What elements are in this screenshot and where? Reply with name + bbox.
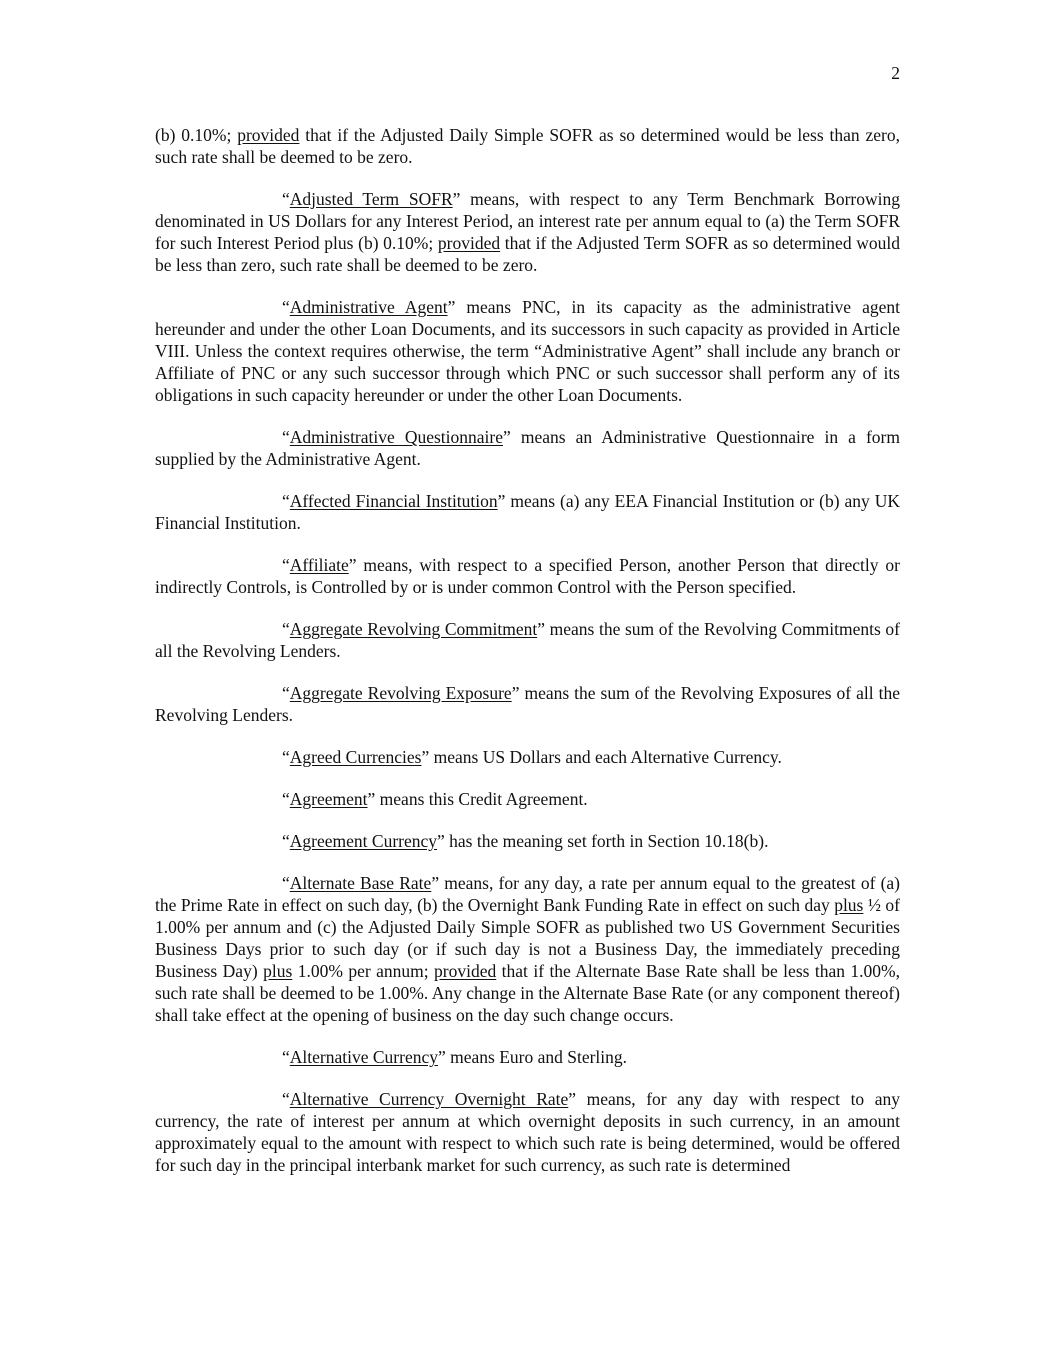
open-quote: “ <box>282 189 290 209</box>
paragraph-continuation <box>155 124 900 168</box>
page-number: 2 <box>891 63 900 83</box>
definition-text: 1.00% per annum; <box>292 961 435 981</box>
definition-affiliate <box>155 554 900 598</box>
definition-text: ” means this Credit Agreement. <box>367 789 588 809</box>
underlined-word: provided <box>434 961 497 981</box>
definition-text: ” means, with respect to a specified Person, another Person that directly or indirectly Controls, is Controlled by or is under common Control with the Person specified. <box>155 555 900 597</box>
definition-text: ” means Euro and Sterling. <box>437 1047 628 1067</box>
open-quote: “ <box>282 555 290 575</box>
defined-term: Aggregate Revolving Exposure <box>289 683 512 703</box>
definition-adjusted-term-sofr <box>155 188 900 276</box>
definition-text: ” means US Dollars and each Alternative Currency. <box>421 747 782 767</box>
open-quote: “ <box>282 427 290 447</box>
definition-text: ” means (a) any EEA Financial Institution or (b) any UK Financial Institution. <box>155 491 900 533</box>
defined-term: Aggregate Revolving Commitment <box>289 619 538 639</box>
definition-text: ” means, for any day with respect to any currency, the rate of interest per annum at which overnight deposits in such currency, in an amount approximately equal to the amount with respect to which such rate is being determined, would be offered for such day in the principal interbank market for such currency, as such rate is determined <box>155 1089 900 1175</box>
defined-term: Agreement Currency <box>289 831 438 851</box>
open-quote: “ <box>282 873 290 893</box>
defined-term: Adjusted Term SOFR <box>289 189 453 209</box>
definition-text: that if the Alternate Base Rate shall be less than 1.00%, such rate shall be deemed to be 1.00%. Any change in the Alternate Base Rate (or any component thereof) shall take effect at the opening of business on the day such change occurs. <box>155 961 900 1025</box>
definition-agreement-currency <box>155 830 900 852</box>
definition-text: ½ of 1.00% per annum and (c) the Adjusted Daily Simple SOFR as published two US Government Securities Business Days prior to such day (or if such day is not a Business Day, the immediately preceding Business Day) <box>155 895 900 981</box>
defined-term: Alternate Base Rate <box>289 873 432 893</box>
definition-agreement <box>155 788 900 810</box>
text: (b) 0.10%; <box>155 125 238 145</box>
open-quote: “ <box>282 747 290 767</box>
definition-alternate-base-rate <box>155 872 900 1026</box>
document-body <box>155 124 900 1196</box>
definition-aggregate-revolving-commitment <box>155 618 900 662</box>
defined-term: Agreed Currencies <box>289 747 422 767</box>
defined-term: Affiliate <box>289 555 349 575</box>
definition-text: ” means, for any day, a rate per annum equal to the greatest of (a) the Prime Rate in effect on such day, (b) the Overnight Bank Funding Rate in effect on such day <box>155 873 900 915</box>
defined-term: Alternative Currency <box>289 1047 438 1067</box>
defined-term: Alternative Currency Overnight Rate <box>289 1089 569 1109</box>
underlined-word: provided <box>437 233 501 253</box>
underlined-word: provided <box>237 125 300 145</box>
open-quote: “ <box>282 789 290 809</box>
open-quote: “ <box>282 619 290 639</box>
open-quote: “ <box>282 1089 290 1109</box>
definition-text: ” means PNC, in its capacity as the administrative agent hereunder and under the other Loan Documents, and its successors in such capacity as provided in Article VIII. Unless the context requires otherwise, the term “Administrative Agent” shall include any branch or Affiliate of PNC or any such successor through which PNC or such successor shall perform any of its obligations in such capacity hereunder or under the other Loan Documents. <box>155 297 900 405</box>
definition-affected-financial-institution <box>155 490 900 534</box>
underlined-word: plus <box>263 961 293 981</box>
definition-alternative-currency-overnight-rate <box>155 1088 900 1176</box>
defined-term: Affected Financial Institution <box>289 491 498 511</box>
definition-text: ” means, with respect to any Term Benchmark Borrowing denominated in US Dollars for any Interest Period, an interest rate per annum equal to (a) the Term SOFR for such Interest Period plus (b) 0.10%; <box>155 189 900 253</box>
open-quote: “ <box>282 297 290 317</box>
definition-aggregate-revolving-exposure <box>155 682 900 726</box>
definition-text: ” has the meaning set forth in Section 10.18(b). <box>437 831 769 851</box>
definition-text: ” means the sum of the Revolving Exposures of all the Revolving Lenders. <box>155 683 900 725</box>
open-quote: “ <box>282 831 290 851</box>
definition-agreed-currencies <box>155 746 900 768</box>
open-quote: “ <box>282 1047 290 1067</box>
definition-text: ” means an Administrative Questionnaire in a form supplied by the Administrative Agent. <box>155 427 900 469</box>
definition-alternative-currency <box>155 1046 900 1068</box>
definition-text: that if the Adjusted Term SOFR as so determined would be less than zero, such rate shall be deemed to be zero. <box>155 233 900 275</box>
definition-text: ” means the sum of the Revolving Commitments of all the Revolving Lenders. <box>155 619 900 661</box>
defined-term: Administrative Agent <box>289 297 448 317</box>
underlined-word: plus <box>834 895 864 915</box>
definition-administrative-agent <box>155 296 900 406</box>
defined-term: Agreement <box>289 789 368 809</box>
open-quote: “ <box>282 683 290 703</box>
definition-administrative-questionnaire <box>155 426 900 470</box>
defined-term: Administrative Questionnaire <box>289 427 503 447</box>
open-quote: “ <box>282 491 290 511</box>
text: that if the Adjusted Daily Simple SOFR as so determined would be less than zero, such rate shall be deemed to be zero. <box>155 125 900 167</box>
